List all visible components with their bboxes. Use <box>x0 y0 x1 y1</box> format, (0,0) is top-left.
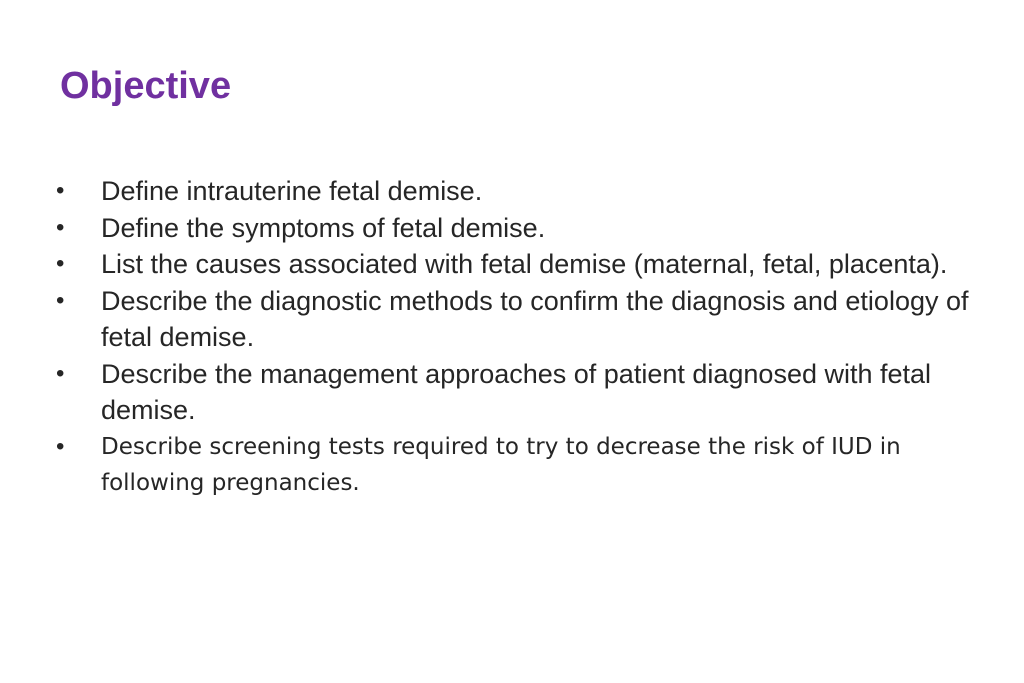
list-item-text: Define the symptoms of fetal demise. <box>101 212 546 243</box>
bullet-icon: • <box>56 286 65 314</box>
list-item <box>0 429 1024 502</box>
list-item <box>0 173 1024 210</box>
list-item <box>0 356 1024 429</box>
bullet-icon: • <box>56 213 65 241</box>
slide-title: Objective <box>60 65 232 107</box>
bullet-icon: • <box>56 359 65 387</box>
objectives-list <box>0 173 1024 502</box>
list-item-text: Describe screening tests required to try to decrease the risk of IUD in following pregnancies. <box>101 433 901 496</box>
bullet-icon: • <box>56 250 65 277</box>
bullet-icon: • <box>56 177 65 204</box>
list-item-text: Describe the management approaches of patient diagnosed with fetal demise. <box>101 358 932 425</box>
list-item-text: Describe the diagnostic methods to confirm the diagnosis and etiology of fetal demise. <box>101 285 969 352</box>
list-item <box>0 246 1024 283</box>
list-item-text: List the causes associated with fetal demise (maternal, fetal, placenta). <box>101 249 948 279</box>
bullet-icon: • <box>56 432 65 460</box>
list-item <box>0 283 1024 356</box>
list-item-text: Define intrauterine fetal demise. <box>101 176 483 206</box>
list-item <box>0 210 1024 247</box>
